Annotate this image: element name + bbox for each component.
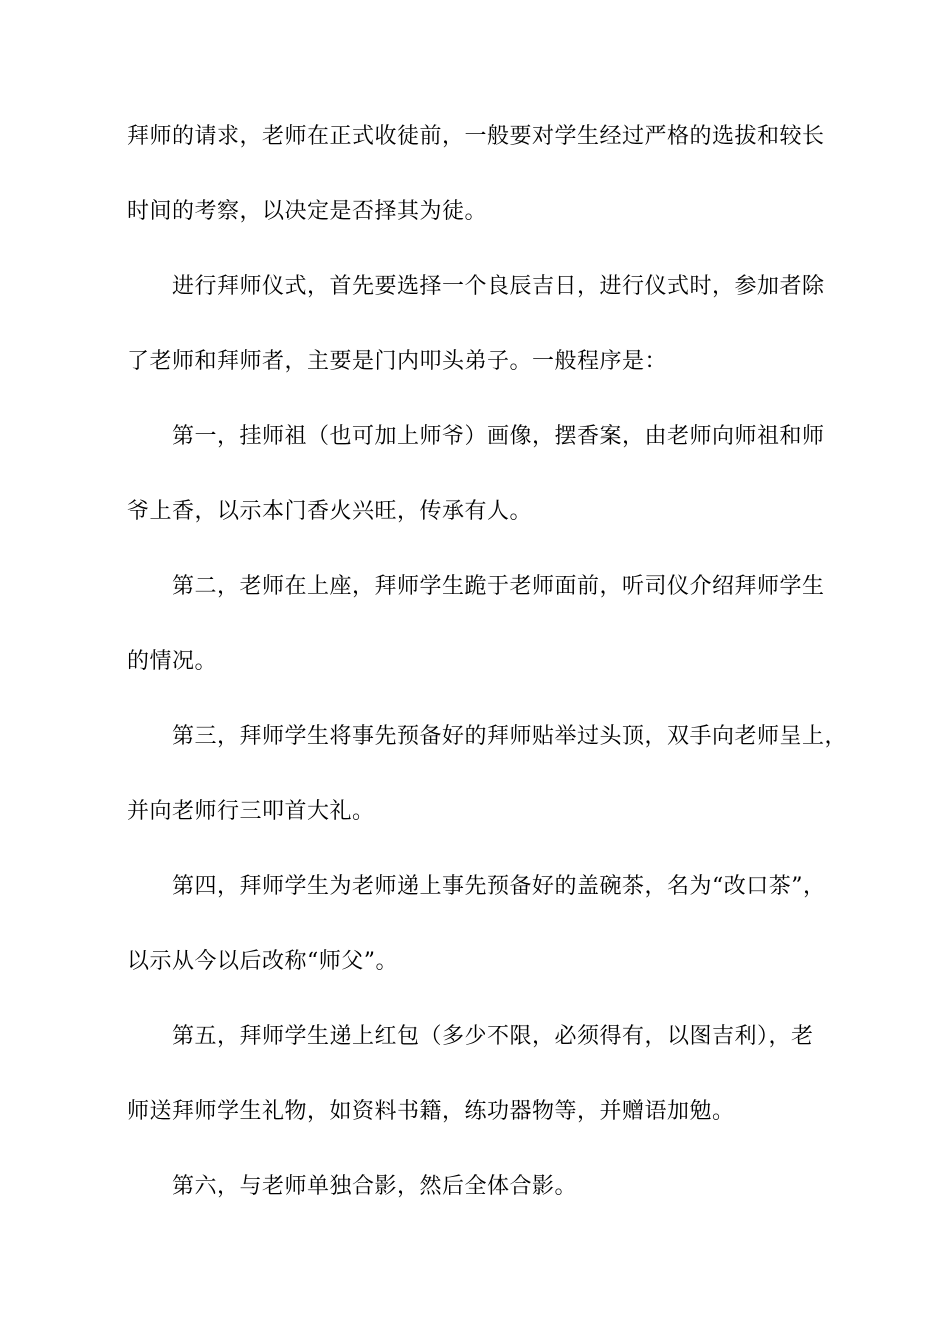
paragraph-start-line: 第三，拜师学生将事先预备好的拜师贴举过头顶，双手向老师呈上，	[172, 724, 848, 749]
text-line: 时间的考察，以决定是否择其为徒。	[127, 199, 488, 224]
text-line: 以示从今以后改称“师父”。	[127, 949, 398, 974]
text-line: 了老师和拜师者，主要是门内叩头弟子。一般程序是：	[127, 349, 668, 374]
text-line: 拜师的请求，老师在正式收徒前，一般要对学生经过严格的选拔和较长	[127, 124, 825, 149]
paragraph-start-line: 第四，拜师学生为老师递上事先预备好的盖碗茶，名为“改口茶”，	[172, 874, 826, 899]
paragraph-start-line: 第五，拜师学生递上红包（多少不限，必须得有，以图吉利），老	[172, 1024, 814, 1049]
text-line: 并向老师行三叩首大礼。	[127, 799, 375, 824]
paragraph-start-line: 第一，挂师祖（也可加上师爷）画像，摆香案，由老师向师祖和师	[172, 424, 825, 449]
text-line: 的情况。	[127, 649, 218, 674]
paragraph-start-line: 进行拜师仪式，首先要选择一个良辰吉日，进行仪式时，参加者除	[172, 274, 825, 299]
paragraph-start-line: 第二，老师在上座，拜师学生跪于老师面前，听司仪介绍拜师学生	[172, 574, 825, 599]
text-line: 爷上香，以示本门香火兴旺，传承有人。	[127, 499, 533, 524]
paragraph-start-line: 第六，与老师单独合影，然后全体合影。	[172, 1174, 578, 1199]
text-line: 师送拜师学生礼物，如资料书籍，练功器物等，并赠语加勉。	[127, 1099, 735, 1124]
